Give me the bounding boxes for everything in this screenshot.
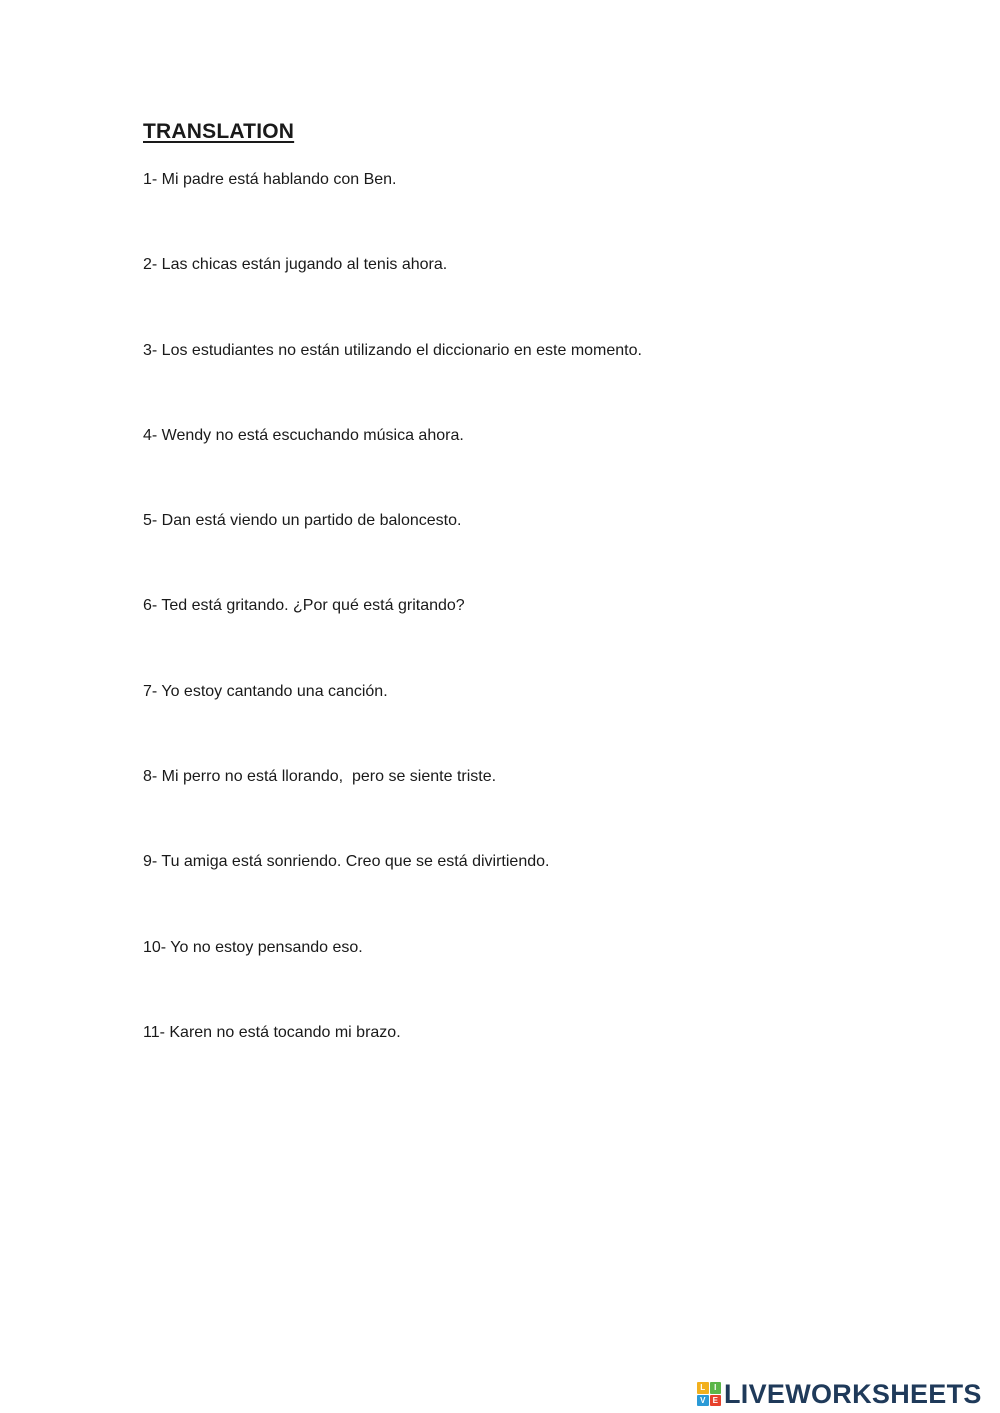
sentence-7: 7- Yo estoy cantando una canción. (143, 682, 388, 700)
logo-letter-l: L (697, 1382, 709, 1394)
sentence-5: 5- Dan está viendo un partido de baloncesto. (143, 512, 462, 530)
sentence-3: 3- Los estudiantes no están utilizando el diccionario en este momento. (143, 341, 642, 359)
sentence-8: 8- Mi perro no está llorando, pero se siente triste. (143, 768, 497, 786)
liveworksheets-watermark (697, 1379, 982, 1409)
sentence-1: 1- Mi padre está hablando con Ben. (143, 171, 397, 188)
sentence-10: 10- Yo no estoy pensando eso. (143, 938, 363, 956)
sentence-11: 11- Karen no está tocando mi brazo. (143, 1023, 401, 1041)
sentence-list (143, 170, 903, 1108)
watermark-text: LIVEWORKSHEETS (724, 1378, 982, 1409)
page-title: TRANSLATION (143, 120, 295, 143)
logo-letter-i: I (710, 1382, 722, 1394)
sentence-2: 2- Las chicas están jugando al tenis ahora. (143, 256, 448, 274)
sentence-4: 4- Wendy no está escuchando música ahora. (143, 426, 464, 444)
sentence-9: 9- Tu amiga está sonriendo. Creo que se está divirtiendo. (143, 853, 550, 871)
logo-letter-e: E (710, 1395, 722, 1407)
sentence-6: 6- Ted está gritando. ¿Por qué está gritando? (143, 597, 465, 615)
liveworksheets-logo-icon (697, 1382, 721, 1406)
logo-letter-v: V (697, 1395, 709, 1407)
